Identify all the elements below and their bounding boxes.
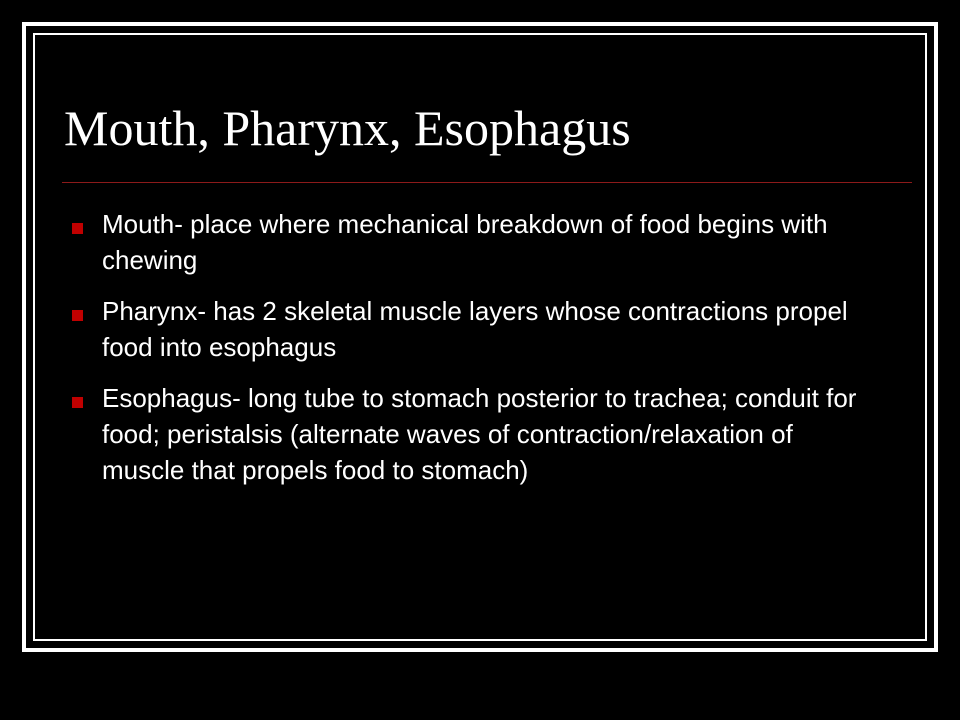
title-divider [62, 182, 912, 183]
bullet-list [72, 206, 862, 503]
bullet-item-pharynx [72, 293, 862, 365]
bullet-text: Esophagus- long tube to stomach posterior to trachea; conduit for food; peristalsis (alternate waves of contraction/relaxation of muscle that propels food to stomach) [102, 383, 857, 485]
bullet-item-mouth [72, 206, 862, 278]
bullet-text: Pharynx- has 2 skeletal muscle layers whose contractions propel food into esophagus [102, 296, 848, 362]
bullet-text: Mouth- place where mechanical breakdown of food begins with chewing [102, 209, 828, 275]
square-bullet-icon [72, 310, 83, 321]
square-bullet-icon [72, 397, 83, 408]
bullet-item-esophagus [72, 380, 862, 488]
square-bullet-icon [72, 223, 83, 234]
slide-title: Mouth, Pharynx, Esophagus [64, 100, 631, 156]
